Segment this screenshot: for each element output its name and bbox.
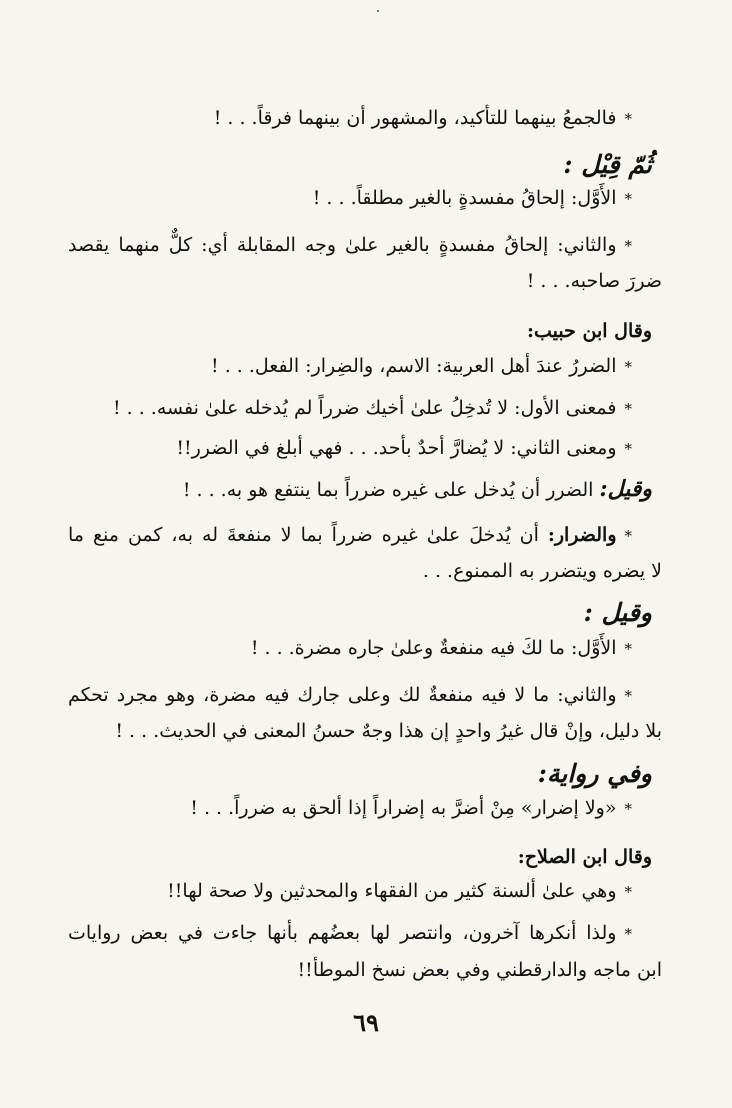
text-line [190,793,632,824]
bullet-marker: * [624,883,632,901]
line-text: الأَوَّل: ما لكَ فيه منفعةٌ وعلىٰ جاره مضرة. . . ! [250,637,617,659]
bullet-marker: * [624,640,632,658]
line-text: الضررُ عندَ أهل العربية: الاسم، والضِرار: الفعل. . . ! [211,355,617,377]
text-line [167,876,632,907]
line-text: لا يضره ويتضرر به الممنوع. . . [422,560,662,582]
text-line [68,680,632,711]
line-text: ضررَ صاحبه. . . ! [526,270,662,292]
text-line [423,556,662,586]
line-text: «ولا إضرار» مِنْ أضرَّ به إضراراً إذا ألحق به ضرراً. . . ! [190,797,617,819]
text-line [298,955,662,985]
line-text: فالجمعُ بينهما للتأكيد، والمشهور أن بينهما فرقاً. . . ! [213,107,617,129]
line-text: ابن ماجه والدارقطني وفي بعض نسخ الموطأ!! [297,959,662,981]
bullet-marker: * [624,190,632,208]
line-text: الأَوَّل: إلحاقُ مفسدةٍ بالغير مطلقاً. . . ! [312,187,617,209]
page-number: ٦٩ [353,1008,379,1037]
bullet-marker: * [624,440,632,458]
text-line [211,351,632,382]
line-text: فمعنى الأول: لا تُدخِلُ علىٰ أخيك ضرراً لم يُدخله علىٰ نفسه. . . ! [112,397,617,419]
text-line [251,633,632,664]
subsection-title [527,316,652,346]
text-line [115,716,662,746]
bullet-marker: * [624,925,632,943]
bullet-marker: * [624,358,632,376]
subsection-title [518,842,652,872]
bullet-marker: * [624,400,632,418]
text-line [527,266,662,296]
line-text: ولذا أنكرها آخرون، وانتصر لها بعضُهم بأنها جاءت في بعض روايات [68,922,617,944]
inline-heading: وقيل: [599,476,652,502]
section-heading: وقيل : [583,598,652,627]
bullet-marker: * [624,687,632,705]
bullet-marker: * [624,237,632,255]
section-heading: ثُمّ قِيْل : [563,150,652,179]
line-text: وقال ابن الصلاح: [517,846,652,868]
scan-speck [377,10,379,12]
text-line [68,520,632,551]
bullet-marker: * [624,110,632,128]
text-line [176,433,632,464]
line-text: والثاني: إلحاقُ مفسدةٍ بالغير علىٰ وجه المقابلة أي: كلٌّ منهما يقصد [68,234,617,256]
text-line [68,918,632,949]
line-text: وقال ابن حبيب: [527,320,652,342]
text-line [68,230,632,261]
line-text: بلا دليل، وإنْ قال غيرُ واحدٍ إن هذا وجهٌ حسنُ المعنى في الحديث. . . ! [115,720,662,742]
line-text: ومعنى الثاني: لا يُضارَّ أحدٌ بأحد. . . فهي أبلغ في الضرر!! [176,437,617,459]
line-text: الضرر أن يُدخل على غيره ضرراً بما ينتفع هو به. . . ! [182,479,600,501]
line-text: أن يُدخلَ علىٰ غيره ضرراً بما لا منفعةَ له به، كمن منع ما [68,524,548,546]
bullet-marker: * [624,800,632,818]
line-text: والثاني: ما لا فيه منفعةٌ لك وعلى جارك فيه مضرة، وهو مجرد تحكم [68,684,617,706]
text-line [313,183,632,214]
text-line [113,393,632,424]
bullet-marker: * [624,527,632,545]
line-text: وهي علىٰ ألسنة كثير من الفقهاء والمحدثين ولا صحة لها!! [167,880,617,902]
text-line [183,474,652,505]
text-line [214,103,632,134]
line-lead: والضرار: [547,524,617,546]
section-heading: وفي رواية: [537,759,652,788]
